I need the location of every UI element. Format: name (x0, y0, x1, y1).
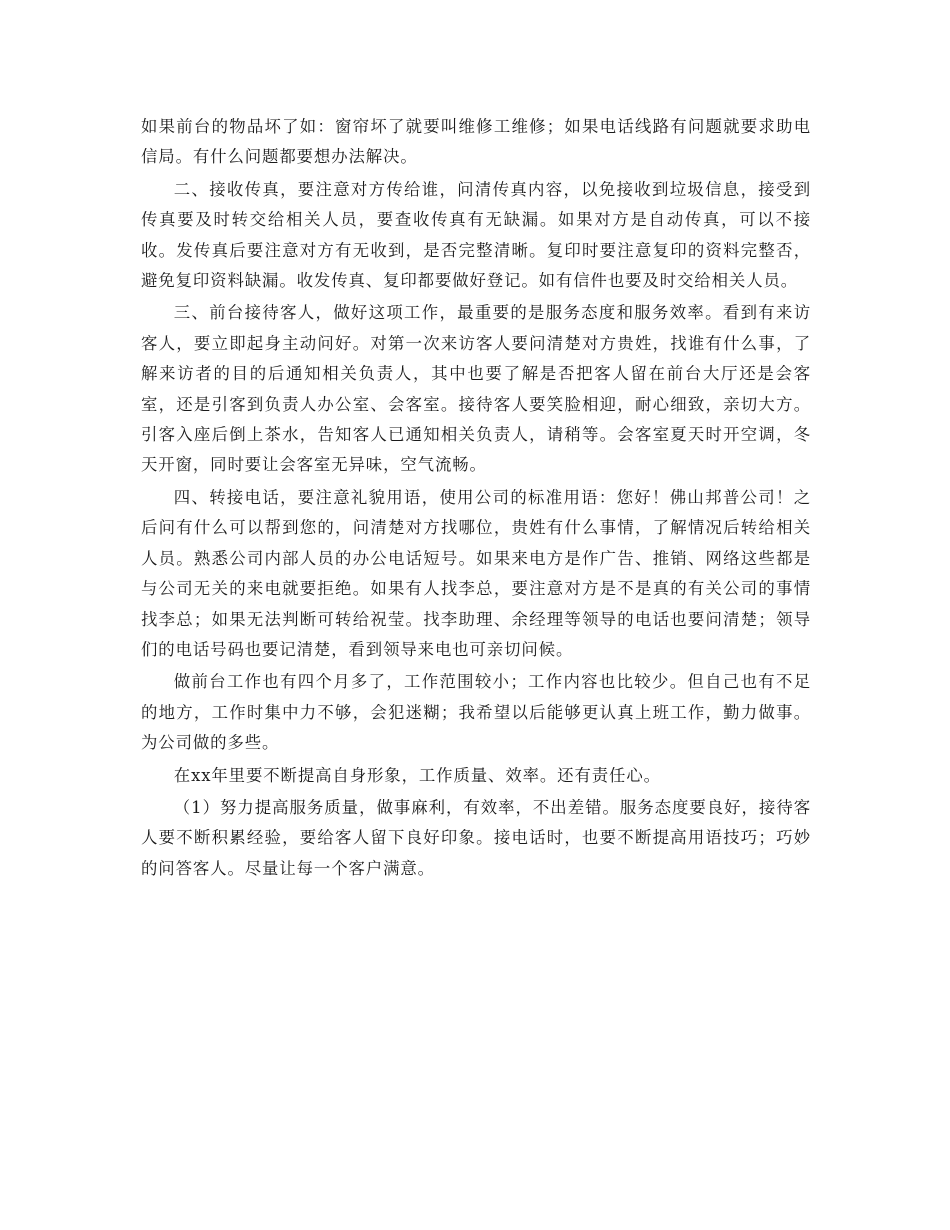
paragraph-phone-transfer: 四、转接电话，要注意礼貌用语，使用公司的标准用语：您好！佛山邦普公司！之后问有什么可以帮到您的，问清楚对方找哪位，贵姓有什么事情，了解情况后转给相关人员。熟悉公司内部人员的办公电话短号。如果来电方是作广告、推销、网络这些都是与公司无关的来电就要拒绝。如果有人找李总，要注意对方是不是真的有关公司的事情找李总；如果无法判断可转给祝莹。找李助理、余经理等领导的电话也要问清楚；领导们的电话号码也要记清楚，看到领导来电也可亲切问候。 (141, 487, 811, 659)
paragraph-self-review: 做前台工作也有四个月多了，工作范围较小；工作内容也比较少。但自己也有不足的地方，工作时集中力不够，会犯迷糊；我希望以后能够更认真上班工作，勤力做事。为公司做的多些。 (141, 672, 811, 753)
paragraph-yearly-goal: 在xx年里要不断提高自身形象，工作质量、效率。还有责任心。 (173, 765, 661, 785)
paragraph-fax-handling: 二、接收传真，要注意对方传给谁，问清传真内容，以免接收到垃圾信息，接受到传真要及时转交给相关人员，要查收传真有无缺漏。如果对方是自动传真，可以不接收。发传真后要注意对方有无收到，是否完整清晰。复印时要注意复印的资料完整否，避免复印资料缺漏。收发传真、复印都要做好登记。如有信件也要及时交给相关人员。 (141, 179, 811, 291)
paragraph-receiving-guests: 三、前台接待客人，做好这项工作，最重要的是服务态度和服务效率。看到有来访客人，要立即起身主动问好。对第一次来访客人要问清楚对方贵姓，找谁有什么事，了解来访者的目的后通知相关负责人，其中也要了解是否把客人留在前台大厅还是会客室，还是引客到负责人办公室、会客室。接待客人要笑脸相迎，耐心细致，亲切大方。引客入座后倒上茶水，告知客人已通知相关负责人，请稍等。会客室夏天时开空调，冬天开窗，同时要让会客室无异味，空气流畅。 (141, 303, 811, 475)
document-body (141, 112, 811, 886)
paragraph-continuation: 如果前台的物品坏了如：窗帘坏了就要叫维修工维修；如果电话线路有问题就要求助电信局。有什么问题都要想办法解决。 (141, 117, 811, 167)
paragraph-goal-item-1: （1）努力提高服务质量，做事麻利，有效率，不出差错。服务态度要良好，接待客人要不断积累经验，要给客人留下良好印象。接电话时，也要不断提高用语技巧；巧妙的问答客人。尽量让每一个客户满意。 (141, 797, 811, 878)
